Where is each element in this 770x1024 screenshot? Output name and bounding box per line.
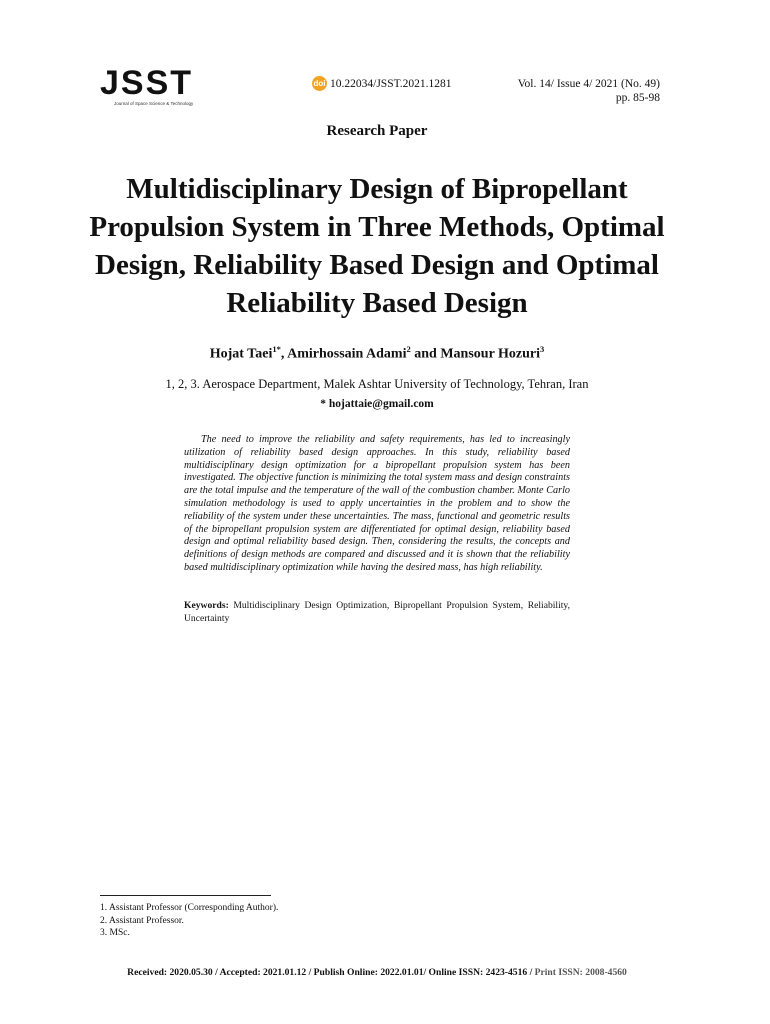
author-sup: 2 [406,344,411,354]
abstract: The need to improve the reliability and safety requirements, has led to increasingly utilization of reliability based design approaches. In this study, reliability based multidisciplinary design optimization for a bipropellant propulsion system has been investigated. The objective function is minimizing the total system mass and design constraints are the total impulse and the temperature of the wall of the combustion chamber. Monte Carlo simulation methodology is used to apply uncertainties in the problem and to show the reliability of the system under these uncertainties. The mass, functional and geometric results of the bipropellant propulsion system are differentiated for optimal design, reliability based design and optimal reliability based design. Then, considering the results, the concepts and definitions of design methods are compared and discussed and it is shown that the reliability based multidisciplinary optimization while having the desired mass, has high reliability. [184,434,570,573]
journal-logo [100,64,194,106]
footer-dates: Received: 2020.05.30 / Accepted: 2021.01.12 / Publish Online: 2022.01.01/ Online ISSN: 2423-4516 / [127,967,533,978]
author-separator: and [410,346,441,362]
keywords [184,600,570,625]
author-sup: 3 [540,344,545,354]
footnote-item: 2. Assistant Professor. [100,915,184,926]
doi-icon: doi [312,76,327,91]
doi-line[interactable] [312,76,452,91]
footer-print-issn: Print ISSN: 2008-4560 [532,967,627,978]
author-name: Mansour Hozuri [440,346,541,362]
keywords-text: Multidisciplinary Design Optimization, Bipropellant Propulsion System, Reliability, Uncertainty [184,600,570,624]
author-name: Hojat Taei [209,346,273,362]
doi-text[interactable]: 10.22034/JSST.2021.1281 [330,77,452,90]
affiliation: 1, 2, 3. Aerospace Department, Malek Ashtar University of Technology, Tehran, Iran [165,377,589,391]
author-sup: 1* [272,344,281,354]
paper-type: Research Paper [326,123,428,139]
keywords-label: Keywords: [184,600,229,611]
pages-text: pp. 85-98 [615,91,660,104]
paper-title: Multidisciplinary Design of Bipropellant Propulsion System in Three Methods, Optimal Design, Reliability Based Design and Optimal Reliability Based Design [89,173,665,319]
publication-footer [0,967,754,978]
footnote-item: 3. MSc. [100,928,130,938]
footnote-divider [100,895,271,896]
footnote-item: 1. Assistant Professor (Corresponding Author). [100,903,279,913]
authors-line [0,344,754,363]
corresponding-email[interactable]: * hojattaie@gmail.com [320,398,434,410]
author-separator: , [280,346,288,362]
volume-text: Vol. 14/ Issue 4/ 2021 (No. 49) [517,78,660,90]
logo-text: JSST [100,64,194,102]
volume-info [518,78,660,105]
footnotes [100,902,278,940]
author-name: Amirhossain Adami [287,346,407,362]
logo-subtitle: Journal of Space Science & Technology [114,101,194,106]
